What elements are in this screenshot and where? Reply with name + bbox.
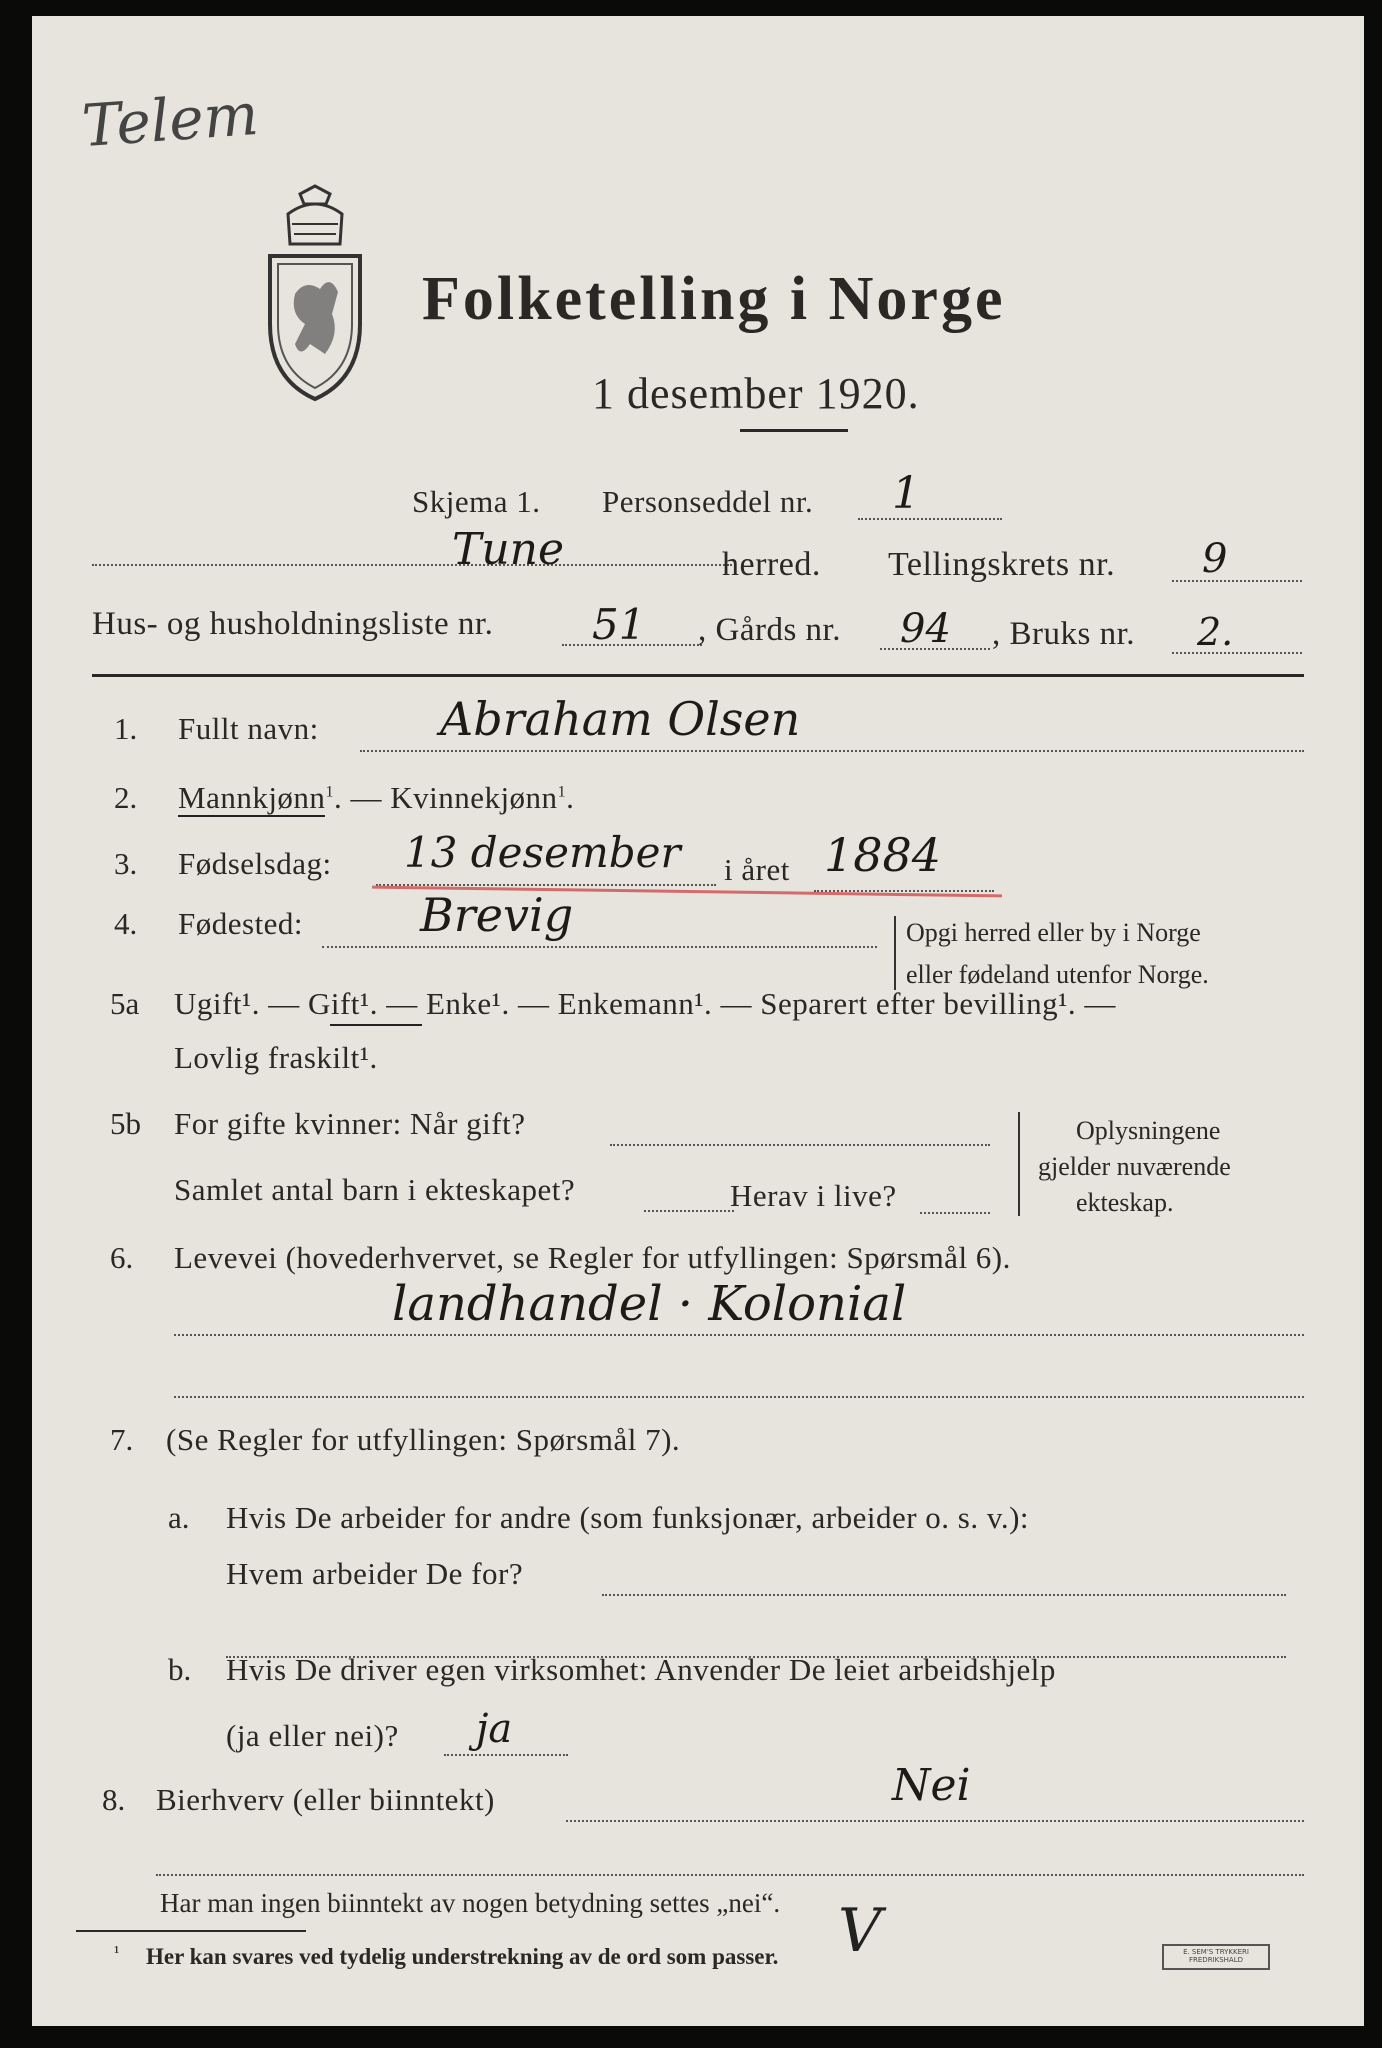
krets-line [1172,580,1302,582]
q7a-text: Hvis De arbeider for andre (som funksjonær, arbeider o. s. v.): [226,1500,1030,1535]
q3-number: 3. [114,846,138,881]
q4-note-2: eller fødeland utenfor Norge. [906,960,1209,989]
krets-label: Tellingskrets nr. [888,546,1116,583]
q8-line [566,1820,1304,1822]
q4-note-1: Opgi herred eller by i Norge [906,918,1201,947]
q3-year-line [814,890,994,892]
gards-label: , Gårds nr. [698,612,841,648]
q7-label: (Se Regler for utfyllingen: Spørsmål 7). [166,1422,681,1457]
q1-value: Abraham Olsen [440,692,801,746]
q5b-note-1: Oplysningene [1076,1116,1221,1145]
q8-line-2 [156,1874,1304,1876]
q5b-note-3: ekteskap. [1076,1188,1174,1217]
handwritten-note-top: Telem [79,79,261,161]
footnote-mark: 1 [557,783,567,801]
q1-number: 1. [114,711,138,746]
q5b-label-2: Samlet antal barn i ekteskapet? [174,1172,576,1207]
q2-end: . [566,780,575,815]
q5a-options: Ugift¹. — Gift¹. — Enke¹. — Enkemann¹. — Separert efter bevilling¹. — [174,986,1116,1021]
q4-brace [894,916,896,990]
q7a-text-2: Hvem arbeider De for? [226,1556,524,1591]
bruks-label: , Bruks nr. [992,616,1136,652]
q8-number: 8. [102,1782,126,1817]
q5b-line [610,1144,990,1146]
herred-label: herred. [722,546,821,583]
krets-value: 9 [1202,536,1228,582]
q4-number: 4. [114,906,138,941]
q3-year-label: i året [724,852,790,887]
census-date: 1 desember 1920. [592,369,920,418]
female-option: Kvinnekjønn [390,780,558,815]
bruks-line [1172,652,1302,654]
q1-line [360,750,1304,752]
q8-value: Nei [892,1760,971,1811]
q7b-line [444,1754,568,1756]
q6-number: 6. [110,1240,134,1275]
q5a-options-2: Lovlig fraskilt¹. [174,1040,378,1075]
q6-label: Levevei (hovederhvervet, se Regler for utfyllingen: Spørsmål 6). [174,1240,1011,1275]
q2-number: 2. [114,780,138,815]
q4-value: Brevig [420,888,574,942]
q6-line-2 [174,1396,1304,1398]
q5b-line-3 [920,1212,990,1214]
q5b-line-2 [644,1210,734,1212]
footnote-text: Her kan svares ved tydelig understrekning av de ord som passer. [146,1944,779,1969]
q7b-value: ja [476,1706,513,1752]
q5b-label: For gifte kvinner: Når gift? [174,1106,526,1141]
form-title: Folketelling i Norge [422,265,1006,333]
male-option: Mannkjønn [178,780,326,815]
q6-line [174,1334,1304,1336]
q5b-label-3: Herav i live? [730,1178,897,1213]
q7b-text-2: (ja eller nei)? [226,1718,399,1753]
q1-label: Fullt navn: [178,711,319,746]
printer-stamp: E. SEM'S TRYKKERI FREDRIKSHALD [1162,1944,1270,1970]
q3-label: Fødselsdag: [178,846,332,881]
q5b-number: 5b [110,1106,141,1141]
schema-label: Skjema 1. [412,484,541,519]
footnote-mark: 1 [325,783,334,801]
footnote-divider [76,1930,306,1932]
q2-options [178,780,574,816]
q4-line [322,946,877,948]
personseddel-label: Personseddel nr. [602,484,814,519]
personseddel-value: 1 [892,468,920,519]
q7a-letter: a. [168,1500,190,1535]
q7a-line [602,1594,1286,1596]
q5b-note-2: gjelder nuværende [1038,1152,1231,1181]
gift-underline [330,1024,422,1026]
q8-label: Bierhverv (eller biinntekt) [156,1782,495,1817]
q5b-brace [1018,1112,1020,1216]
q3-year-value: 1884 [824,828,942,882]
norway-coat-of-arms-icon [260,184,370,404]
q6-value: landhandel · Kolonial [392,1276,907,1332]
q3-value: 13 desember [404,828,681,877]
q8-note: Har man ingen biinntekt av nogen betydning settes „nei“. [160,1888,781,1918]
title-divider [740,429,848,432]
q4-label: Fødested: [178,906,304,941]
household-value: 51 [592,600,646,649]
household-label: Hus- og husholdningsliste nr. [92,606,494,642]
herred-line [92,564,732,566]
q7-number: 7. [110,1422,134,1457]
header-divider [92,674,1304,677]
q5a-number: 5a [110,986,140,1021]
q2-separator: . — [333,780,391,815]
census-form-page [32,16,1364,2026]
gards-value: 94 [900,606,951,652]
handwritten-checkmark: V [838,1896,882,1966]
q7b-text: Hvis De driver egen virksomhet: Anvender De leiet arbeidshjelp [226,1652,1056,1687]
personseddel-line [858,518,1002,520]
q7b-letter: b. [168,1652,192,1687]
bruks-value: 2. [1197,610,1234,654]
herred-value: Tune [452,524,565,575]
footnote-marker: ¹ [114,1942,120,1962]
